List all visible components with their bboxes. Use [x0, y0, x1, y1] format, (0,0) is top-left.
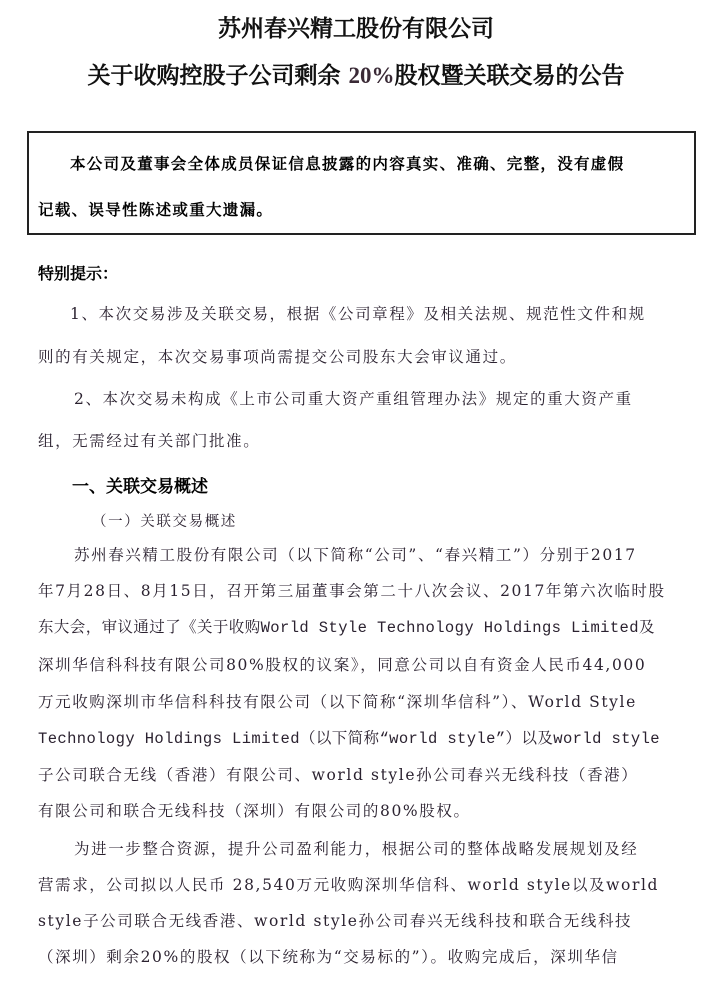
company-name: 苏州春兴精工股份有限公司: [218, 16, 494, 42]
para-1-line: 子公司联合无线（香港）有限公司、world style孙公司春兴无线科技（香港）: [38, 766, 639, 784]
para-1-line: 年7月28日、8月15日，召开第三届董事会第二十八次会议、2017年第六次临时股: [38, 582, 666, 600]
para-1-line: 万元收购深圳市华信科科技有限公司（以下简称“深圳华信科”）、World Style: [38, 693, 637, 711]
tip-2-line-1: 2、本次交易未构成《上市公司重大资产重组管理办法》规定的重大资产重: [74, 390, 633, 408]
para-2-line: 营需求，公司拟以人民币 28,540万元收购深圳华信科、world style以及world: [38, 876, 660, 894]
disclosure-notice-box: [27, 131, 696, 235]
section-1-subheading: （一）关联交易概述: [92, 514, 237, 530]
title-suffix: 股权暨关联交易的公告: [394, 63, 625, 89]
para-2-line: 为进一步整合资源，提升公司盈利能力，根据公司的整体战略发展规划及经: [74, 840, 639, 858]
para-1-line: 苏州春兴精工股份有限公司（以下简称“公司”、“春兴精工”）分别于2017: [74, 546, 637, 564]
para-1-line: 深圳华信科科技有限公司80%股权的议案》，同意公司以自有资金人民币44,000: [38, 656, 647, 674]
para-2-line: style子公司联合无线香港、world style孙公司春兴无线科技和联合无线科技: [38, 912, 633, 930]
para-2-line: （深圳）剩余20%的股权（以下统称为“交易标的”）。收购完成后，深圳华信: [38, 948, 619, 966]
para-1-line: Technology Holdings Limited（以下简称“world style”）以及world style: [38, 730, 660, 748]
tip-1-line-1: 1、本次交易涉及关联交易，根据《公司章程》及相关法规、规范性文件和规: [70, 305, 646, 323]
announcement-title: [0, 64, 712, 88]
notice-line-2: 记载、误导性陈述或重大遗漏。: [38, 201, 274, 219]
para-1-line: 东大会，审议通过了《关于收购World Style Technology Holdings Limited及: [38, 619, 655, 637]
para-1-line: 有限公司和联合无线科技（深圳）有限公司的80%股权。: [38, 802, 471, 820]
section-1-heading: 一、关联交易概述: [72, 477, 208, 497]
tip-2-line-2: 组，无需经过有关部门批准。: [38, 432, 261, 450]
special-tips-heading: 特别提示：: [38, 264, 119, 283]
title-prefix: 关于收购控股子公司剩余: [87, 63, 341, 89]
notice-line-1: 本公司及董事会全体成员保证信息披露的内容真实、准确、完整，没有虚假: [70, 155, 625, 173]
tip-1-line-2: 则的有关规定，本次交易事项尚需提交公司股东大会审议通过。: [38, 348, 517, 366]
title-percent: 20%: [348, 63, 395, 88]
